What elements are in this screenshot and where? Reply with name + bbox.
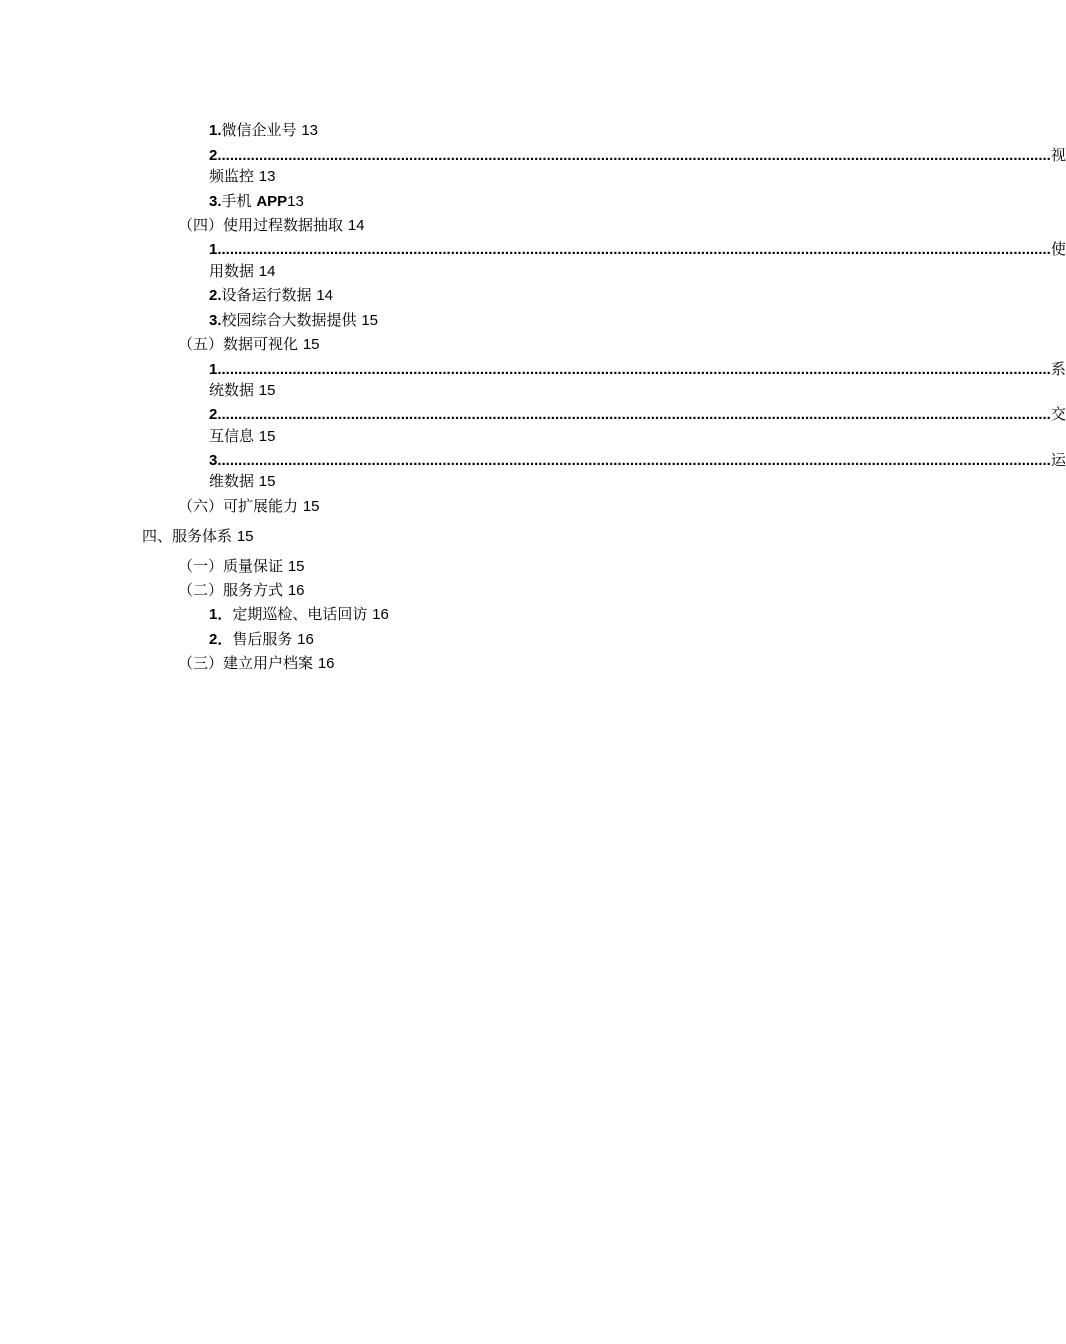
toc-number: 3. [209, 312, 222, 329]
toc-text: 维数据 [209, 472, 255, 490]
toc-prefix: 四、 [142, 527, 173, 545]
toc-page: 13 [287, 193, 304, 210]
toc-entry-wechat[interactable] [209, 120, 318, 141]
toc-page: 15 [258, 473, 276, 490]
toc-prefix: （一） [178, 557, 224, 575]
toc-entry-device[interactable] [209, 285, 333, 306]
toc-entry-user-records[interactable] [178, 653, 335, 674]
toc-text: 数据可视化 [223, 335, 299, 353]
toc-entry-service-mode[interactable] [178, 580, 305, 601]
toc-entry-interaction[interactable] [209, 404, 1066, 425]
toc-number: 3. [209, 193, 222, 210]
toc-page: 14 [347, 217, 365, 234]
toc-text-tail: 运 [1050, 451, 1066, 469]
toc-number: 3 [209, 452, 218, 469]
toc-text: 建立用户档案 [223, 654, 314, 672]
toc-text: 频监控 [209, 167, 255, 185]
toc-entry-usage-cont [209, 261, 275, 282]
toc-page: 13 [258, 168, 276, 185]
toc-prefix: （四） [178, 216, 224, 234]
toc-page: 14 [316, 287, 333, 304]
toc-entry-video-cont [209, 166, 275, 187]
toc-number: 1． [209, 606, 233, 623]
toc-number: 2 [209, 147, 218, 164]
toc-text: 互信息 [209, 427, 255, 445]
toc-text: 定期巡检、电话回访 [232, 605, 368, 623]
toc-text-tail: 交 [1050, 405, 1066, 423]
toc-page: 14 [258, 263, 276, 280]
toc-number: 2 [209, 406, 218, 423]
toc-entry-section-5[interactable] [178, 334, 320, 355]
toc-text: 设备运行数据 [221, 286, 312, 304]
toc-text: 可扩展能力 [223, 497, 299, 515]
toc-text: 售后服务 [232, 630, 293, 648]
toc-number: 1 [209, 361, 218, 378]
toc-number: 2. [209, 287, 222, 304]
toc-text: 手机 [221, 192, 252, 210]
toc-entry-chapter-4[interactable] [142, 526, 254, 547]
toc-text-bold: APP [256, 193, 288, 210]
toc-leader: ........................................................................................................................................................................................................ [217, 452, 1051, 469]
toc-entry-section-6[interactable] [178, 496, 320, 517]
toc-entry-system[interactable] [209, 359, 1066, 380]
toc-prefix: （五） [178, 335, 224, 353]
toc-text: 服务体系 [172, 527, 233, 545]
toc-text: 服务方式 [223, 581, 284, 599]
toc-entry-section-4[interactable] [178, 215, 365, 236]
toc-number: 1 [209, 241, 218, 258]
toc-page: 15 [258, 382, 276, 399]
toc-page: 15 [302, 336, 320, 353]
toc-page: 15 [258, 428, 276, 445]
toc-text-tail: 视 [1050, 146, 1066, 164]
toc-page: 15 [287, 558, 305, 575]
toc-leader: ........................................................................................................................................................................................................ [217, 361, 1051, 378]
toc-entry-usage[interactable] [209, 239, 1066, 260]
toc-page: 15 [302, 498, 320, 515]
toc-entry-campus[interactable] [209, 310, 378, 331]
toc-page: 13 [301, 122, 318, 139]
toc-entry-inspection[interactable] [209, 604, 389, 625]
toc-number: 2． [209, 631, 233, 648]
toc-text: 微信企业号 [221, 121, 297, 139]
toc-text-tail: 使 [1050, 240, 1066, 258]
toc-entry-ops[interactable] [209, 450, 1066, 471]
toc-text: 统数据 [209, 381, 255, 399]
toc-text: 校园综合大数据提供 [221, 311, 357, 329]
toc-leader: ........................................................................................................................................................................................................ [217, 406, 1051, 423]
toc-text: 质量保证 [223, 557, 284, 575]
toc-text: 使用过程数据抽取 [223, 216, 344, 234]
toc-entry-ops-cont [209, 471, 275, 492]
toc-text-tail: 系 [1050, 360, 1066, 378]
toc-text: 用数据 [209, 262, 255, 280]
toc-page: 15 [361, 312, 378, 329]
toc-prefix: （六） [178, 497, 224, 515]
toc-prefix: （二） [178, 581, 224, 599]
toc-entry-video[interactable] [209, 145, 1066, 166]
toc-entry-system-cont [209, 380, 275, 401]
toc-page: 15 [236, 528, 254, 545]
toc-page: 16 [317, 655, 335, 672]
toc-page: 16 [297, 631, 314, 648]
toc-number: 1. [209, 122, 222, 139]
toc-entry-after-sales[interactable] [209, 629, 314, 650]
toc-entry-quality[interactable] [178, 556, 305, 577]
toc-leader: ........................................................................................................................................................................................................ [217, 241, 1051, 258]
toc-page: 16 [287, 582, 305, 599]
toc-entry-app[interactable] [209, 191, 304, 212]
toc-entry-interaction-cont [209, 426, 275, 447]
toc-leader: ........................................................................................................................................................................................................ [217, 147, 1051, 164]
toc-prefix: （三） [178, 654, 224, 672]
toc-page: 16 [372, 606, 389, 623]
